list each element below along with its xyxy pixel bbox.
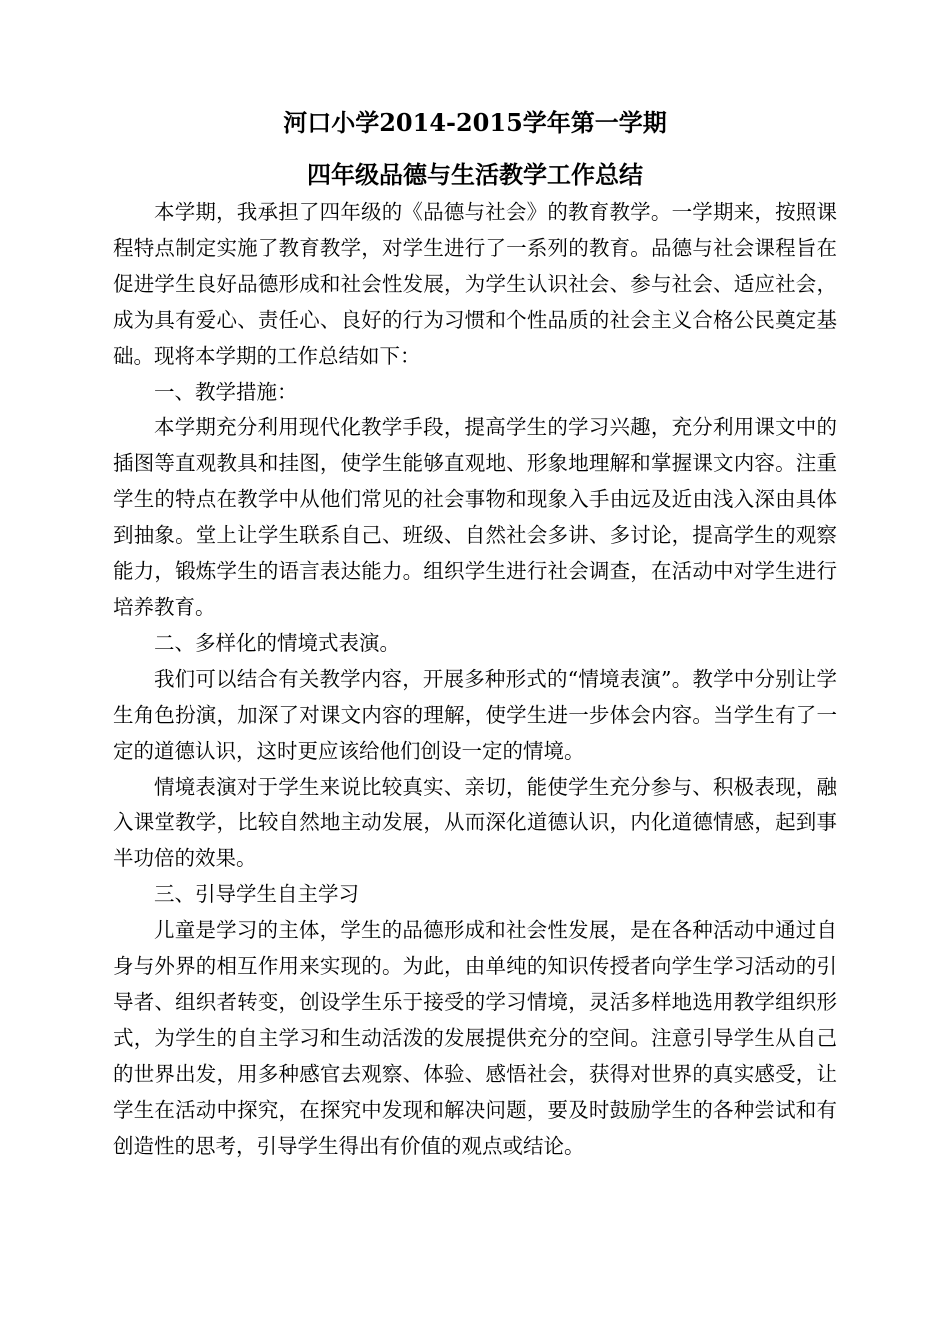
self-learning-paragraph: 儿童是学习的主体，学生的品德形成和社会性发展，是在各种活动中通过自身与外界的相互作用来实现的。为此，由单纯的知识传授者向学生学习活动的引导者、组织者转变，创设学生乐于接受的学习情境，灵活多样地选用教学组织形式，为学生的自主学习和生动活泼的发展提供充分的空间。注意引导学生从自己的世界出发，用多种感官去观察、体验、感悟社会，获得对世界的真实感受，让学生在活动中探究，在探究中发现和解决问题，要及时鼓励学生的各种尝试和有创造性的思考，引导学生得出有价值的观点或结论。 bbox=[113, 918, 837, 1158]
section-heading-teaching-measures: 一、教学措施： bbox=[154, 379, 298, 404]
situational-performance-paragraph: 我们可以结合有关教学内容，开展多种形式的“情境表演”。教学中分别让学生角色扮演，加深了对课文内容的理解，使学生进一步体会内容。当学生有了一定的道德认识，这时更应该给他们创设一定的情境。 bbox=[113, 666, 837, 763]
document-subtitle: 四年级品德与生活教学工作总结 bbox=[307, 160, 643, 189]
intro-paragraph: 本学期，我承担了四年级的《品德与社会》的教育教学。一学期来，按照课程特点制定实施了教育教学，对学生进行了一系列的教育。品德与社会课程旨在促进学生良好品德形成和社会性发展，为学生认识社会、参与社会、适应社会，成为具有爱心、责任心、良好的行为习惯和个性品质的社会主义合格公民奠定基础。现将本学期的工作总结如下： bbox=[113, 200, 837, 368]
section-heading-self-learning: 三、引导学生自主学习 bbox=[154, 882, 359, 907]
document-title: 河口小学2014-2015学年第一学期 bbox=[283, 108, 667, 137]
document-body bbox=[113, 195, 837, 1164]
situational-effect-paragraph: 情境表演对于学生来说比较真实、亲切，能使学生充分参与、积极表现，融入课堂教学，比较自然地主动发展，从而深化道德认识，内化道德情感，起到事半功倍的效果。 bbox=[113, 774, 837, 871]
section-heading-situational-performance: 二、多样化的情境式表演。 bbox=[154, 630, 400, 655]
teaching-measures-paragraph: 本学期充分利用现代化教学手段，提高学生的学习兴趣，充分利用课文中的插图等直观教具和挂图，使学生能够直观地、形象地理解和掌握课文内容。注重学生的特点在教学中从他们常见的社会事物和现象入手由远及近由浅入深由具体到抽象。堂上让学生联系自己、班级、自然社会多讲、多讨论，提高学生的观察能力，锻炼学生的语言表达能力。组织学生进行社会调查，在活动中对学生进行培养教育。 bbox=[113, 415, 837, 619]
